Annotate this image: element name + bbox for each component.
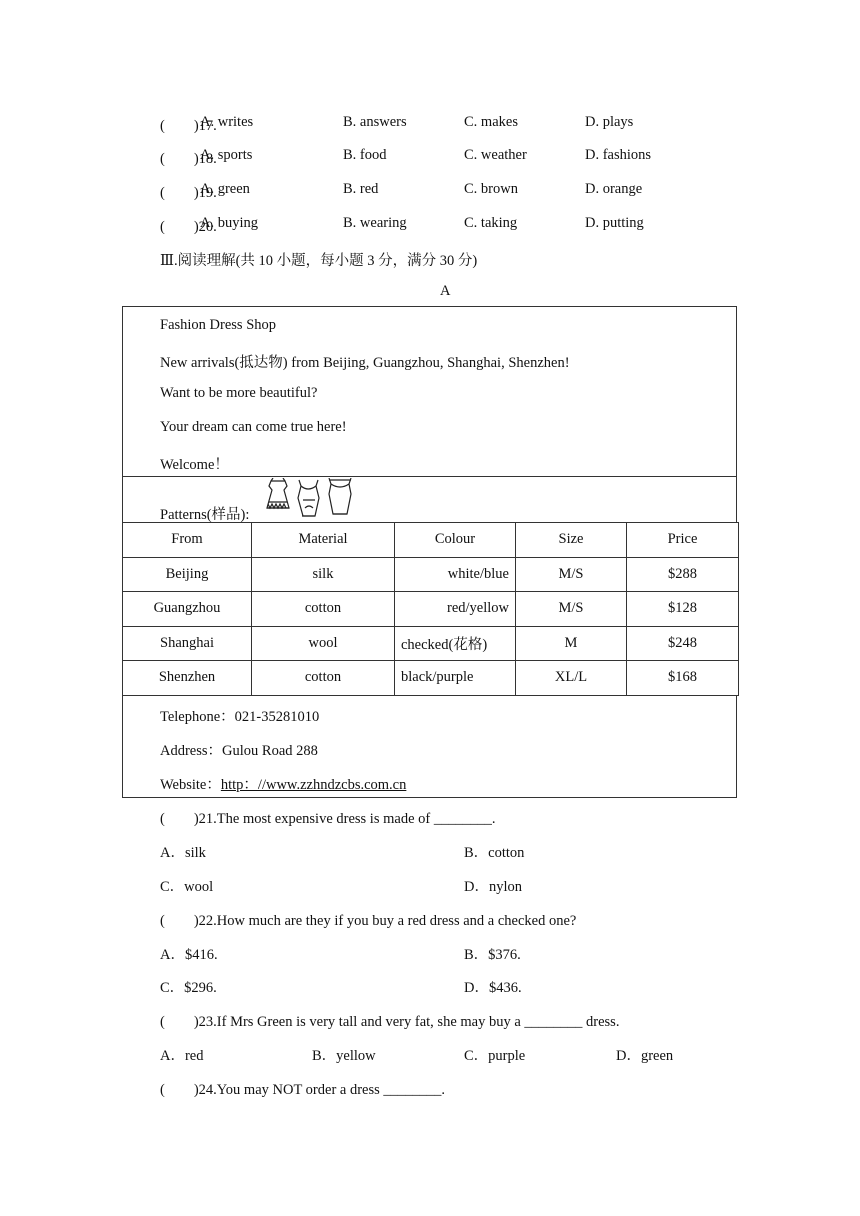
website [160, 773, 406, 794]
question-24-stem: ( )24.You may NOT order a dress ________. [160, 1082, 446, 1098]
question-number: ( )19. [160, 185, 217, 201]
cell-price: $128 [627, 592, 739, 627]
dress-patterns-image [263, 478, 353, 518]
q22-option-c: C．$296. [160, 980, 217, 996]
question-number: ( )17. [160, 118, 217, 134]
cell-colour: red/yellow [395, 592, 516, 627]
table-header-row [123, 523, 739, 558]
cell-colour: black/purple [395, 661, 516, 696]
header-from: From [123, 523, 252, 558]
contact-box [122, 695, 737, 798]
cell-colour: white/blue [395, 557, 516, 592]
header-size: Size [516, 523, 627, 558]
q21-option-d: D．nylon [464, 879, 522, 895]
option-b: B. food [343, 147, 387, 163]
cell-material: silk [252, 557, 395, 592]
question-number: ( )20. [160, 219, 217, 235]
option-a: A. writes [200, 114, 254, 130]
cell-size: XL/L [516, 661, 627, 696]
question-number: ( )18. [160, 151, 217, 167]
q23-option-d: D．green [616, 1048, 674, 1064]
cell-size: M/S [516, 557, 627, 592]
address: Address：Gulou Road 288 [160, 743, 318, 759]
q22-option-b: B．$376. [464, 947, 521, 963]
cell-from: Shenzhen [123, 661, 252, 696]
cell-from: Guangzhou [123, 592, 252, 627]
website-label: Website： [160, 777, 221, 793]
ad-line-dream: Your dream can come true here! [160, 419, 347, 435]
question-21-stem: ( )21.The most expensive dress is made of ________. [160, 811, 496, 827]
question-23-stem: ( )23.If Mrs Green is very tall and very fat, she may buy a ________ dress. [160, 1014, 620, 1030]
ad-intro-box [122, 306, 737, 477]
cell-from: Beijing [123, 557, 252, 592]
option-c: C. taking [464, 215, 518, 231]
header-material: Material [252, 523, 395, 558]
header-colour: Colour [395, 523, 516, 558]
cell-material: cotton [252, 661, 395, 696]
dress-pattern-3-icon [329, 478, 351, 514]
q23-option-c: C．purple [464, 1048, 526, 1064]
telephone: Telephone：021-35281010 [160, 709, 320, 725]
patterns-box [122, 476, 737, 523]
q21-option-a: A．silk [160, 845, 206, 861]
option-b: B. red [343, 181, 379, 197]
option-a: A. sports [200, 147, 253, 163]
ad-line-welcome: Welcome！ [160, 457, 229, 473]
q22-option-a: A．$416. [160, 947, 218, 963]
cell-price: $248 [627, 626, 739, 661]
cell-price: $168 [627, 661, 739, 696]
option-c: C. weather [464, 147, 527, 163]
question-22-stem: ( )22.How much are they if you buy a red dress and a checked one? [160, 913, 577, 929]
passage-label: A [440, 283, 451, 299]
table-row [123, 592, 739, 627]
cell-material: cotton [252, 592, 395, 627]
option-d: D. putting [585, 215, 644, 231]
option-b: B. wearing [343, 215, 407, 231]
q23-option-b: B．yellow [312, 1048, 376, 1064]
option-d: D. plays [585, 114, 634, 130]
q22-option-d: D．$436. [464, 980, 522, 996]
option-d: D. fashions [585, 147, 652, 163]
dress-pattern-1-icon [267, 478, 289, 508]
table-row [123, 661, 739, 696]
q21-option-c: C．wool [160, 879, 214, 895]
option-a: A. buying [200, 215, 258, 231]
cell-size: M/S [516, 592, 627, 627]
patterns-label: Patterns(样品): [160, 507, 250, 523]
ad-line-beautiful: Want to be more beautiful? [160, 385, 318, 401]
option-d: D. orange [585, 181, 643, 197]
option-a: A. green [200, 181, 250, 197]
cell-colour: checked(花格) [395, 626, 516, 661]
section-title: Ⅲ.阅读理解(共 10 小题，每小题 3 分，满分 30 分) [160, 253, 478, 269]
option-c: C. brown [464, 181, 518, 197]
cell-price: $288 [627, 557, 739, 592]
q23-option-a: A．red [160, 1048, 204, 1064]
table-row [123, 626, 739, 661]
ad-line-arrivals: New arrivals(抵达物) from Beijing, Guangzhou, Shanghai, Shenzhen! [160, 355, 570, 371]
cell-material: wool [252, 626, 395, 661]
dress-pattern-2-icon [298, 480, 319, 516]
table-row [123, 557, 739, 592]
header-price: Price [627, 523, 739, 558]
option-c: C. makes [464, 114, 518, 130]
option-b: B. answers [343, 114, 407, 130]
website-link[interactable]: http：//www.zzhndzcbs.com.cn [220, 777, 407, 793]
q21-option-b: B．cotton [464, 845, 525, 861]
dress-table [122, 522, 739, 696]
cell-from: Shanghai [123, 626, 252, 661]
shop-name: Fashion Dress Shop [160, 317, 277, 333]
cell-size: M [516, 626, 627, 661]
